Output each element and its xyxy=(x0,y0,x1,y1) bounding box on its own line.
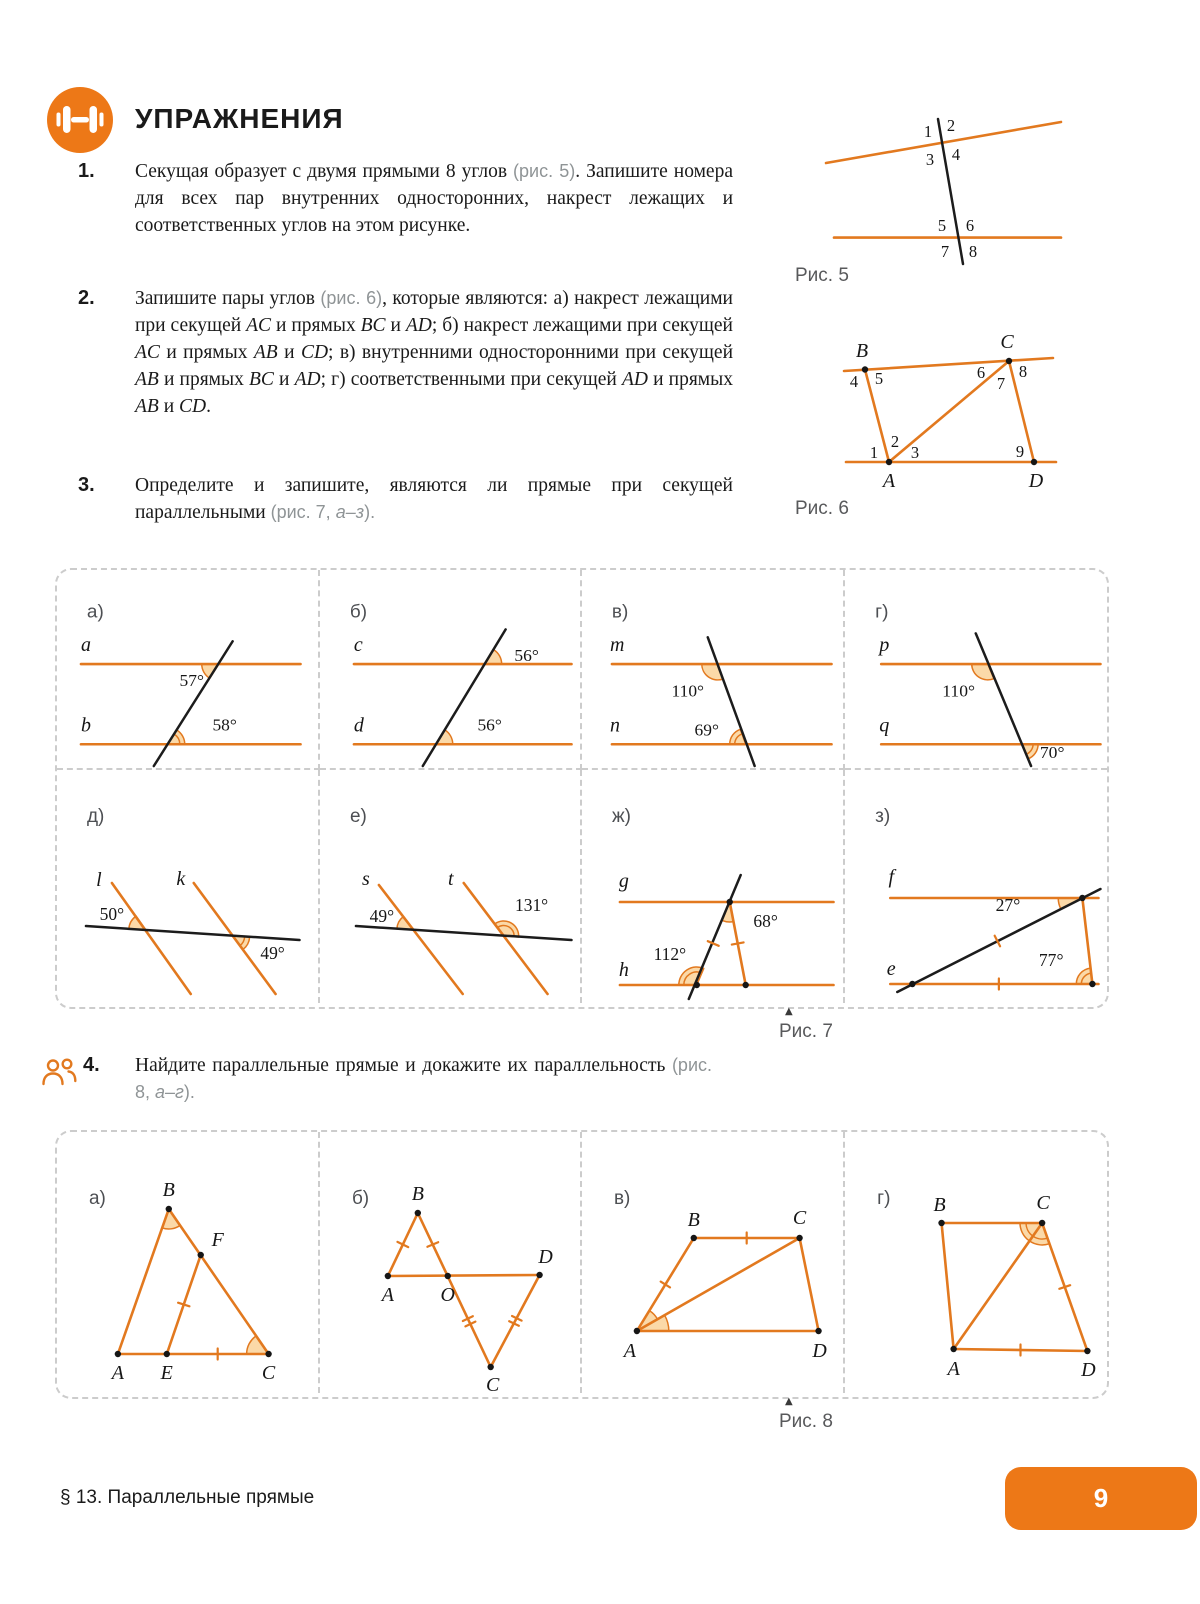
svg-text:E: E xyxy=(160,1361,173,1385)
fig7-cell-z xyxy=(845,770,1108,1003)
exercise-2-number: 2. xyxy=(78,287,95,309)
svg-text:B: B xyxy=(687,1208,700,1232)
svg-text:C: C xyxy=(261,1361,276,1385)
svg-text:1: 1 xyxy=(923,122,933,141)
fig8-cell-v xyxy=(582,1132,845,1393)
svg-text:6: 6 xyxy=(976,363,986,382)
svg-text:B: B xyxy=(411,1182,424,1206)
cell-label: а) xyxy=(86,601,104,623)
transversal xyxy=(422,629,505,766)
line-label: b xyxy=(80,714,91,737)
angle-value: 27° xyxy=(995,895,1020,915)
exercise-2-text: Запишите пары углов (рис. 6), которые являются: а) накрест лежащими при секущей AC и прямых BC и AD; б) накрест лежащими при секущей AC и прямых AB и CD; в) внутренними односторонними при секущей AB и прямых BC и AD; г) соответственными при секущей AD и прямых AB и CD. xyxy=(135,288,733,417)
triangle-lines xyxy=(118,1209,269,1354)
exercise-3-number: 3. xyxy=(78,474,95,496)
line-label: s xyxy=(361,867,370,891)
cell-label: з) xyxy=(874,806,890,827)
footer-section-title: § 13. Параллельные прямые xyxy=(60,1487,315,1508)
fig8-panel xyxy=(55,1130,1109,1399)
fig6-diagonal-AC xyxy=(889,361,1009,462)
caption-marker-icon: ▲ xyxy=(785,1396,793,1407)
angle-value: 49° xyxy=(260,942,285,964)
line-label: l xyxy=(96,868,102,892)
fig8-cell-g xyxy=(845,1132,1108,1393)
svg-text:4: 4 xyxy=(849,372,859,391)
svg-text:5: 5 xyxy=(874,369,884,388)
svg-text:B: B xyxy=(162,1178,175,1202)
svg-text:5: 5 xyxy=(937,216,947,235)
svg-text:C: C xyxy=(1000,331,1014,353)
svg-text:C: C xyxy=(792,1206,807,1230)
angle-value: 110° xyxy=(941,680,975,701)
page-number: 9 xyxy=(1093,1483,1109,1513)
line-s xyxy=(378,885,462,994)
figure-5 xyxy=(770,90,1100,275)
svg-text:C: C xyxy=(485,1373,499,1393)
svg-text:A: A xyxy=(623,1339,637,1363)
tick-marks xyxy=(994,936,999,990)
figure-6 xyxy=(770,300,1100,500)
angle-value: 58° xyxy=(212,715,237,735)
fig8-cell-a xyxy=(57,1132,320,1393)
svg-text:8: 8 xyxy=(1018,362,1028,381)
vertex-dots xyxy=(115,1206,272,1357)
svg-text:4: 4 xyxy=(951,145,961,164)
svg-text:F: F xyxy=(211,1228,224,1252)
svg-text:C: C xyxy=(1035,1192,1050,1214)
line-label: n xyxy=(609,714,620,737)
cell-label: в) xyxy=(613,1187,631,1210)
dumbbell-icon xyxy=(46,86,114,154)
exercise-1-number: 1. xyxy=(78,160,95,182)
svg-text:3: 3 xyxy=(925,150,935,169)
fig7-caption-block xyxy=(779,1006,833,1043)
angle-value: 131° xyxy=(514,894,548,916)
svg-text:2: 2 xyxy=(946,116,956,135)
fig7-cell-zh xyxy=(582,770,845,1003)
cell-label: г) xyxy=(876,1188,891,1209)
fig7-cell-v xyxy=(582,570,845,770)
cell-label: в) xyxy=(611,601,629,623)
fig7-cell-d xyxy=(57,770,320,1003)
transversal xyxy=(708,637,755,766)
fig8-caption: Рис. 8 xyxy=(779,1411,833,1432)
fig7-cell-g xyxy=(845,570,1108,770)
line-label: h xyxy=(618,958,629,982)
svg-text:B: B xyxy=(932,1194,946,1216)
cell-label: г) xyxy=(874,601,889,623)
transversal xyxy=(689,875,741,999)
tick-marks xyxy=(397,1242,521,1327)
figure-lines xyxy=(387,1213,539,1367)
angle-value: 57° xyxy=(179,670,204,690)
exercise-4-text: Найдите параллельные прямые и докажите их параллельность (рис. 8, а–г). xyxy=(135,1055,712,1102)
fig7-cell-e xyxy=(320,770,583,1003)
svg-text:A: A xyxy=(381,1283,394,1307)
transversal xyxy=(86,926,300,940)
line-label: f xyxy=(887,866,894,888)
line-label: m xyxy=(609,634,625,657)
line-label: t xyxy=(447,867,454,891)
cell-label: е) xyxy=(349,805,367,828)
point-labels xyxy=(933,1192,1096,1381)
transversal xyxy=(355,926,571,940)
angle-value: 77° xyxy=(1038,950,1064,970)
line-label: q xyxy=(878,714,889,737)
line-l xyxy=(112,883,191,994)
transversal xyxy=(975,633,1030,766)
svg-text:D: D xyxy=(537,1245,553,1269)
fig7-panel xyxy=(55,568,1109,1009)
cell-label: а) xyxy=(88,1187,106,1210)
angle-value: 70° xyxy=(1039,742,1064,763)
fig6-caption: Рис. 6 xyxy=(795,498,849,519)
tick-marks xyxy=(1020,1285,1070,1355)
angle-value: 110° xyxy=(671,681,705,701)
angle-value: 50° xyxy=(99,903,125,925)
exercise-4-number: 4. xyxy=(83,1054,100,1076)
svg-text:A: A xyxy=(882,470,896,492)
svg-text:1: 1 xyxy=(869,443,879,462)
svg-text:7: 7 xyxy=(996,374,1006,393)
svg-text:B: B xyxy=(855,340,869,362)
svg-text:8: 8 xyxy=(968,242,978,261)
svg-text:D: D xyxy=(1080,1359,1096,1381)
line-label: k xyxy=(176,867,186,891)
fig8-cell-b xyxy=(320,1132,583,1393)
fig7-cell-b xyxy=(320,570,583,770)
line-label: p xyxy=(878,634,889,657)
svg-text:A: A xyxy=(946,1358,960,1380)
svg-text:9: 9 xyxy=(1015,442,1025,461)
caption-marker-icon: ▲ xyxy=(785,1006,793,1017)
line-label: c xyxy=(353,634,363,657)
fig8-caption-block xyxy=(779,1396,833,1433)
cell-label: ж) xyxy=(611,805,631,828)
line-label: g xyxy=(618,869,629,893)
exercise-3-text: Определите и запишите, являются ли прямые при секущей параллельными (рис. 7, а–з). xyxy=(135,475,733,523)
svg-text:O: O xyxy=(440,1283,455,1307)
page-number-badge xyxy=(1005,1467,1197,1530)
angle-value: 69° xyxy=(694,720,719,740)
svg-text:2: 2 xyxy=(890,432,900,451)
line-label: a xyxy=(80,634,91,657)
fig5-caption: Рис. 5 xyxy=(795,265,849,286)
point-labels xyxy=(379,1183,553,1393)
svg-text:7: 7 xyxy=(940,242,950,261)
svg-text:D: D xyxy=(1028,470,1044,492)
cell-label: б) xyxy=(351,1187,369,1210)
cell-label: д) xyxy=(86,805,105,828)
tick-marks xyxy=(178,1303,218,1360)
exercise-1-text: Секущая образует с двумя прямыми 8 углов (рис. 5). Запишите номера для всех пар внутренних односторонних, накрест лежащих и соответственных углов на этом рисунке. xyxy=(135,161,733,236)
svg-text:3: 3 xyxy=(910,443,920,462)
page-title: УПРАЖНЕНИЯ xyxy=(135,103,344,134)
line-label: e xyxy=(886,958,896,980)
point-labels xyxy=(622,1207,828,1362)
line-label: d xyxy=(353,714,364,737)
svg-text:D: D xyxy=(812,1339,827,1363)
angle-value: 68° xyxy=(753,910,778,932)
cell-label: б) xyxy=(349,601,367,623)
angle-value: 56° xyxy=(476,715,502,735)
svg-text:6: 6 xyxy=(965,216,975,235)
group-work-icon xyxy=(40,1057,78,1087)
angle-value: 112° xyxy=(653,943,687,965)
svg-text:A: A xyxy=(111,1361,124,1385)
angle-value: 56° xyxy=(513,646,539,666)
transversal xyxy=(154,641,233,766)
tick-marks xyxy=(661,1233,747,1288)
fig7-cell-a xyxy=(57,570,320,770)
angle-value: 49° xyxy=(369,905,394,927)
fig7-caption: Рис. 7 xyxy=(779,1021,833,1042)
